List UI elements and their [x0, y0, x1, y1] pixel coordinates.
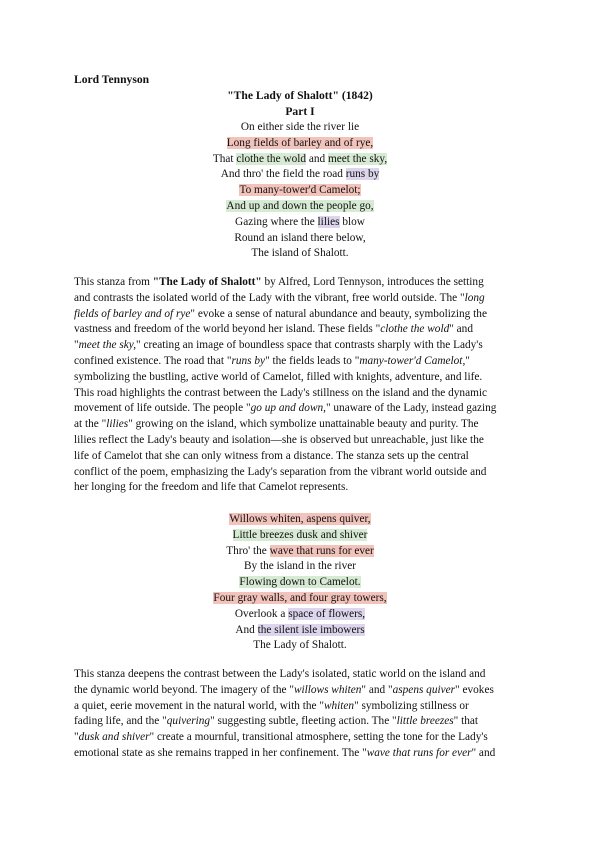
text-run: at the " — [74, 418, 107, 431]
poem-title: "The Lady of Shalott" (1842) — [227, 89, 373, 102]
paragraph-line — [74, 699, 534, 715]
poem-line — [0, 215, 600, 231]
paragraph-line — [74, 667, 534, 683]
text-run: " evoke a sense of natural abundance and beauty, symbolizing the — [190, 307, 487, 320]
text-run: life of Camelot that she can only witness from a distance. The stanza sets up the central — [74, 449, 469, 462]
quoted-phrase: long — [464, 291, 485, 304]
poem-line — [0, 559, 600, 575]
text-run: On either side the river lie — [240, 121, 360, 133]
highlighted-phrase: Flowing down to Camelot. — [239, 576, 361, 589]
quoted-phrase: dusk and shiver — [78, 731, 150, 744]
paragraph-line — [74, 338, 534, 354]
quoted-phrase: lilies — [106, 418, 129, 431]
text-run: " growing on the island, which symbolize unattainable beauty and purity. The — [128, 418, 479, 431]
text-run: " and " — [361, 683, 393, 696]
poem-line — [0, 512, 600, 528]
text-run: This stanza deepens the contrast between the Lady's isolated, static world on the island and — [74, 668, 486, 680]
poem-line — [0, 199, 600, 215]
analysis-paragraph-1 — [74, 275, 534, 496]
paragraph-line — [74, 449, 534, 465]
text-run: " suggesting subtle, fleeting action. The " — [210, 715, 397, 728]
text-run: lilies reflect the Lady's beauty and isolation—she is observed but unreachable, just like the — [74, 433, 484, 446]
text-run: That — [212, 152, 237, 165]
paragraph-line — [74, 275, 534, 291]
text-run: emotional state as she remains trapped in her confinement. The " — [74, 746, 367, 759]
paragraph-line — [74, 417, 534, 433]
text-run: " that — [453, 715, 479, 728]
text-run: " and — [471, 746, 496, 759]
text-run: And thro' the field the road — [220, 168, 346, 181]
paragraph-line — [74, 322, 534, 338]
quoted-phrase: fields of barley and of rye — [74, 307, 191, 320]
text-run: By the island in the river — [243, 560, 356, 573]
text-run: her longing for the freedom and life that Camelot represents. — [74, 481, 349, 494]
text-run: confined existence. The road that " — [74, 354, 232, 367]
paragraph-line — [74, 714, 534, 730]
text-run: " — [465, 354, 470, 367]
text-run: movement of life outside. The people " — [74, 402, 251, 415]
text-run: conflict of the poem, emphasizing the Lady's separation from the vibrant world outside and — [74, 465, 487, 478]
poem-title-block — [0, 88, 600, 120]
quoted-phrase: go up and down, — [250, 402, 326, 415]
highlighted-phrase: space of flowers, — [288, 607, 366, 620]
highlighted-phrase: the silent isle imbowers — [257, 623, 365, 636]
highlighted-phrase: And up and down the people go, — [226, 199, 374, 212]
text-run: by Alfred, Lord Tennyson, introduces the setting — [261, 276, 484, 288]
text-run: Thro' the — [226, 544, 270, 557]
poem-line — [0, 607, 600, 623]
poem-line — [0, 136, 600, 152]
poem-line — [0, 575, 600, 591]
paragraph-line — [74, 354, 534, 370]
paragraph-line — [74, 730, 534, 746]
text-run: The island of Shalott. — [251, 247, 349, 260]
poem-line — [0, 591, 600, 607]
text-run: " — [74, 731, 79, 744]
paragraph-line — [74, 291, 534, 307]
text-run: and contrasts the isolated world of the Lady with the vibrant, free world outside. The " — [74, 291, 465, 304]
text-run: " symbolizing stillness or — [354, 699, 469, 712]
text-run: fading life, and the " — [74, 715, 167, 728]
poem-line — [0, 152, 600, 168]
text-run: and — [306, 152, 328, 165]
poem-line — [0, 120, 600, 136]
text-run: And — [235, 623, 258, 636]
stanza-1 — [0, 120, 600, 262]
part-heading: Part I — [285, 104, 315, 118]
paragraph-line — [74, 433, 534, 449]
paragraph-line — [74, 307, 534, 323]
text-run: This road highlights the contrast between the Lady's stillness on the island and the dynamic — [74, 386, 488, 399]
highlighted-phrase: meet the sky, — [327, 152, 388, 165]
paragraph-line — [74, 465, 534, 481]
stanza-2 — [0, 512, 600, 654]
text-run: Gazing where the — [235, 215, 318, 228]
poem-line — [0, 544, 600, 560]
text-run: " evokes — [455, 683, 494, 696]
quoted-phrase: quivering — [166, 715, 211, 728]
poem-line — [0, 623, 600, 639]
highlighted-phrase: clothe the wold — [236, 152, 307, 165]
text-run: a quiet, eerie movement in the natural world, with the " — [74, 699, 324, 712]
quoted-phrase: clothe the wold — [380, 323, 450, 336]
quoted-phrase: runs by — [231, 354, 266, 367]
poem-line — [0, 246, 600, 262]
text-run: symbolizing the bustling, active world of Camelot, filled with knights, adventure, and life. — [74, 370, 483, 383]
poem-line — [0, 231, 600, 247]
quoted-phrase: meet the sky, — [78, 339, 137, 352]
text-run: the dynamic world beyond. The imagery of the " — [74, 683, 294, 696]
text-run: Overlook a — [234, 607, 289, 620]
paragraph-line — [74, 746, 534, 762]
highlighted-phrase: lilies — [317, 215, 340, 228]
quoted-phrase: wave that runs for ever — [366, 746, 472, 759]
highlighted-phrase: To many-tower'd Camelot; — [239, 184, 361, 197]
poem-line — [0, 638, 600, 654]
poem-line — [0, 167, 600, 183]
text-run: vastness and freedom of the world beyond her island. These fields " — [74, 323, 381, 336]
quoted-phrase: little breezes — [396, 715, 454, 728]
highlighted-phrase: wave that runs for ever — [269, 544, 374, 557]
quoted-phrase: willows whiten — [293, 683, 362, 696]
text-run: " creating an image of boundless space that contrasts sharply with the Lady's — [136, 339, 483, 352]
quoted-phrase: whiten — [323, 699, 355, 712]
bold-title: "The Lady of Shalott" — [152, 276, 262, 288]
paragraph-line — [74, 401, 534, 417]
paragraph-line — [74, 370, 534, 386]
text-run: " create a mournful, transitional atmosphere, setting the tone for the Lady's — [149, 731, 488, 744]
paragraph-line — [74, 386, 534, 402]
highlighted-phrase: Willows whiten, aspens quiver, — [229, 513, 371, 525]
poem-line — [0, 183, 600, 199]
analysis-paragraph-2 — [74, 667, 534, 762]
text-run: Round an island there below, — [234, 231, 366, 244]
text-run: " and — [449, 323, 473, 336]
text-run: " the fields leads to " — [265, 354, 360, 367]
text-run: The Lady of Shalott. — [253, 639, 347, 652]
highlighted-phrase: Little breezes dusk and shiver — [232, 528, 368, 541]
highlighted-phrase: runs by — [345, 168, 380, 181]
paragraph-line — [74, 683, 534, 699]
quoted-phrase: many-tower'd Camelot, — [359, 354, 466, 367]
highlighted-phrase: Long fields of barley and of rye, — [226, 136, 374, 149]
paragraph-line — [74, 480, 534, 496]
text-run: " unaware of the Lady, instead gazing — [325, 402, 497, 415]
poem-line — [0, 528, 600, 544]
highlighted-phrase: Four gray walls, and four gray towers, — [213, 591, 387, 604]
quoted-phrase: aspens quiver — [392, 683, 456, 696]
text-run: This stanza from — [74, 276, 153, 288]
author-heading: Lord Tennyson — [74, 73, 150, 86]
text-run: " — [74, 339, 79, 352]
text-run: blow — [339, 215, 365, 228]
